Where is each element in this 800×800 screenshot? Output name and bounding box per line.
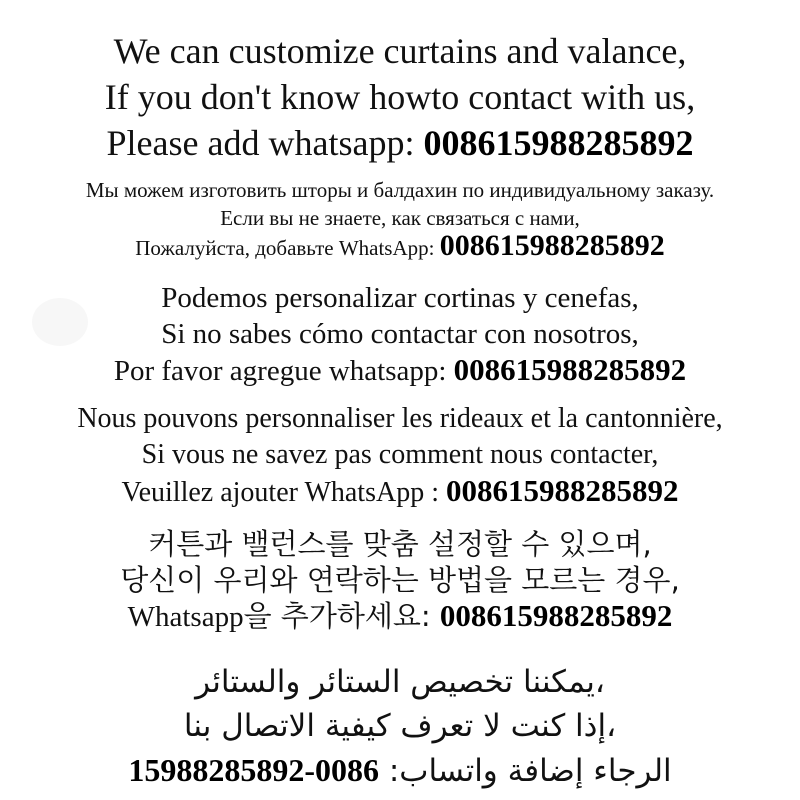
arabic-line-3 xyxy=(0,748,800,793)
korean-whatsapp-brand: Whatsapp xyxy=(127,601,244,633)
french-message xyxy=(0,401,800,511)
arabic-whatsapp-label: الرجاء إضافة واتساب: xyxy=(378,753,672,789)
russian-whatsapp-number: 008615988285892 xyxy=(439,229,665,262)
french-line-3 xyxy=(0,473,800,511)
arabic-whatsapp-number: 15988285892-0086 xyxy=(128,752,379,788)
arabic-line-2: ،إذا كنت لا تعرف كيفية الاتصال بنا xyxy=(183,708,617,744)
korean-whatsapp-label: 을 추가하세요: xyxy=(243,599,440,633)
english-whatsapp-number: 008615988285892 xyxy=(423,123,694,163)
russian-line-2: Если вы не знаете, как связаться с нами, xyxy=(220,206,580,230)
french-line-2: Si vous ne savez pas comment nous contacter, xyxy=(141,439,659,470)
english-message xyxy=(0,28,800,166)
spanish-whatsapp-number: 008615988285892 xyxy=(453,352,687,387)
french-whatsapp-number: 008615988285892 xyxy=(446,473,679,508)
korean-line-2: 당신이 우리와 연락하는 방법을 모르는 경우, xyxy=(120,563,680,597)
spanish-message xyxy=(0,280,800,389)
korean-whatsapp-number: 008615988285892 xyxy=(439,598,673,633)
russian-message xyxy=(0,176,800,262)
korean-line-1: 커튼과 밸런스를 맞춤 설정할 수 있으며, xyxy=(148,527,652,561)
french-whatsapp-label: Veuillez ajouter WhatsApp : xyxy=(121,477,446,508)
english-whatsapp-label: Please add whatsapp: xyxy=(106,123,424,163)
english-line-1: We can customize curtains and valance, xyxy=(113,31,687,71)
spanish-line-3 xyxy=(0,352,800,389)
russian-whatsapp-label: Пожалуйста, добавьте WhatsApp: xyxy=(135,236,440,260)
korean-line-3 xyxy=(0,598,800,635)
spanish-whatsapp-label: Por favor agregue whatsapp: xyxy=(113,355,454,387)
spanish-line-2: Si no sabes cómo contactar con nosotros, xyxy=(161,318,639,350)
french-line-1: Nous pouvons personnaliser les rideaux et la cantonnière, xyxy=(77,403,723,434)
arabic-line-1: ،يمكننا تخصيص الستائر والستائر xyxy=(195,664,605,700)
korean-message xyxy=(0,526,800,635)
english-line-2: If you don't know howto contact with us, xyxy=(104,77,696,117)
arabic-message xyxy=(0,660,800,793)
spanish-line-1: Podemos personalizar cortinas y cenefas, xyxy=(161,282,639,314)
russian-line-3 xyxy=(0,229,800,262)
russian-line-1: Мы можем изготовить шторы и балдахин по индивидуальному заказу. xyxy=(85,178,715,202)
english-line-3 xyxy=(0,120,800,166)
